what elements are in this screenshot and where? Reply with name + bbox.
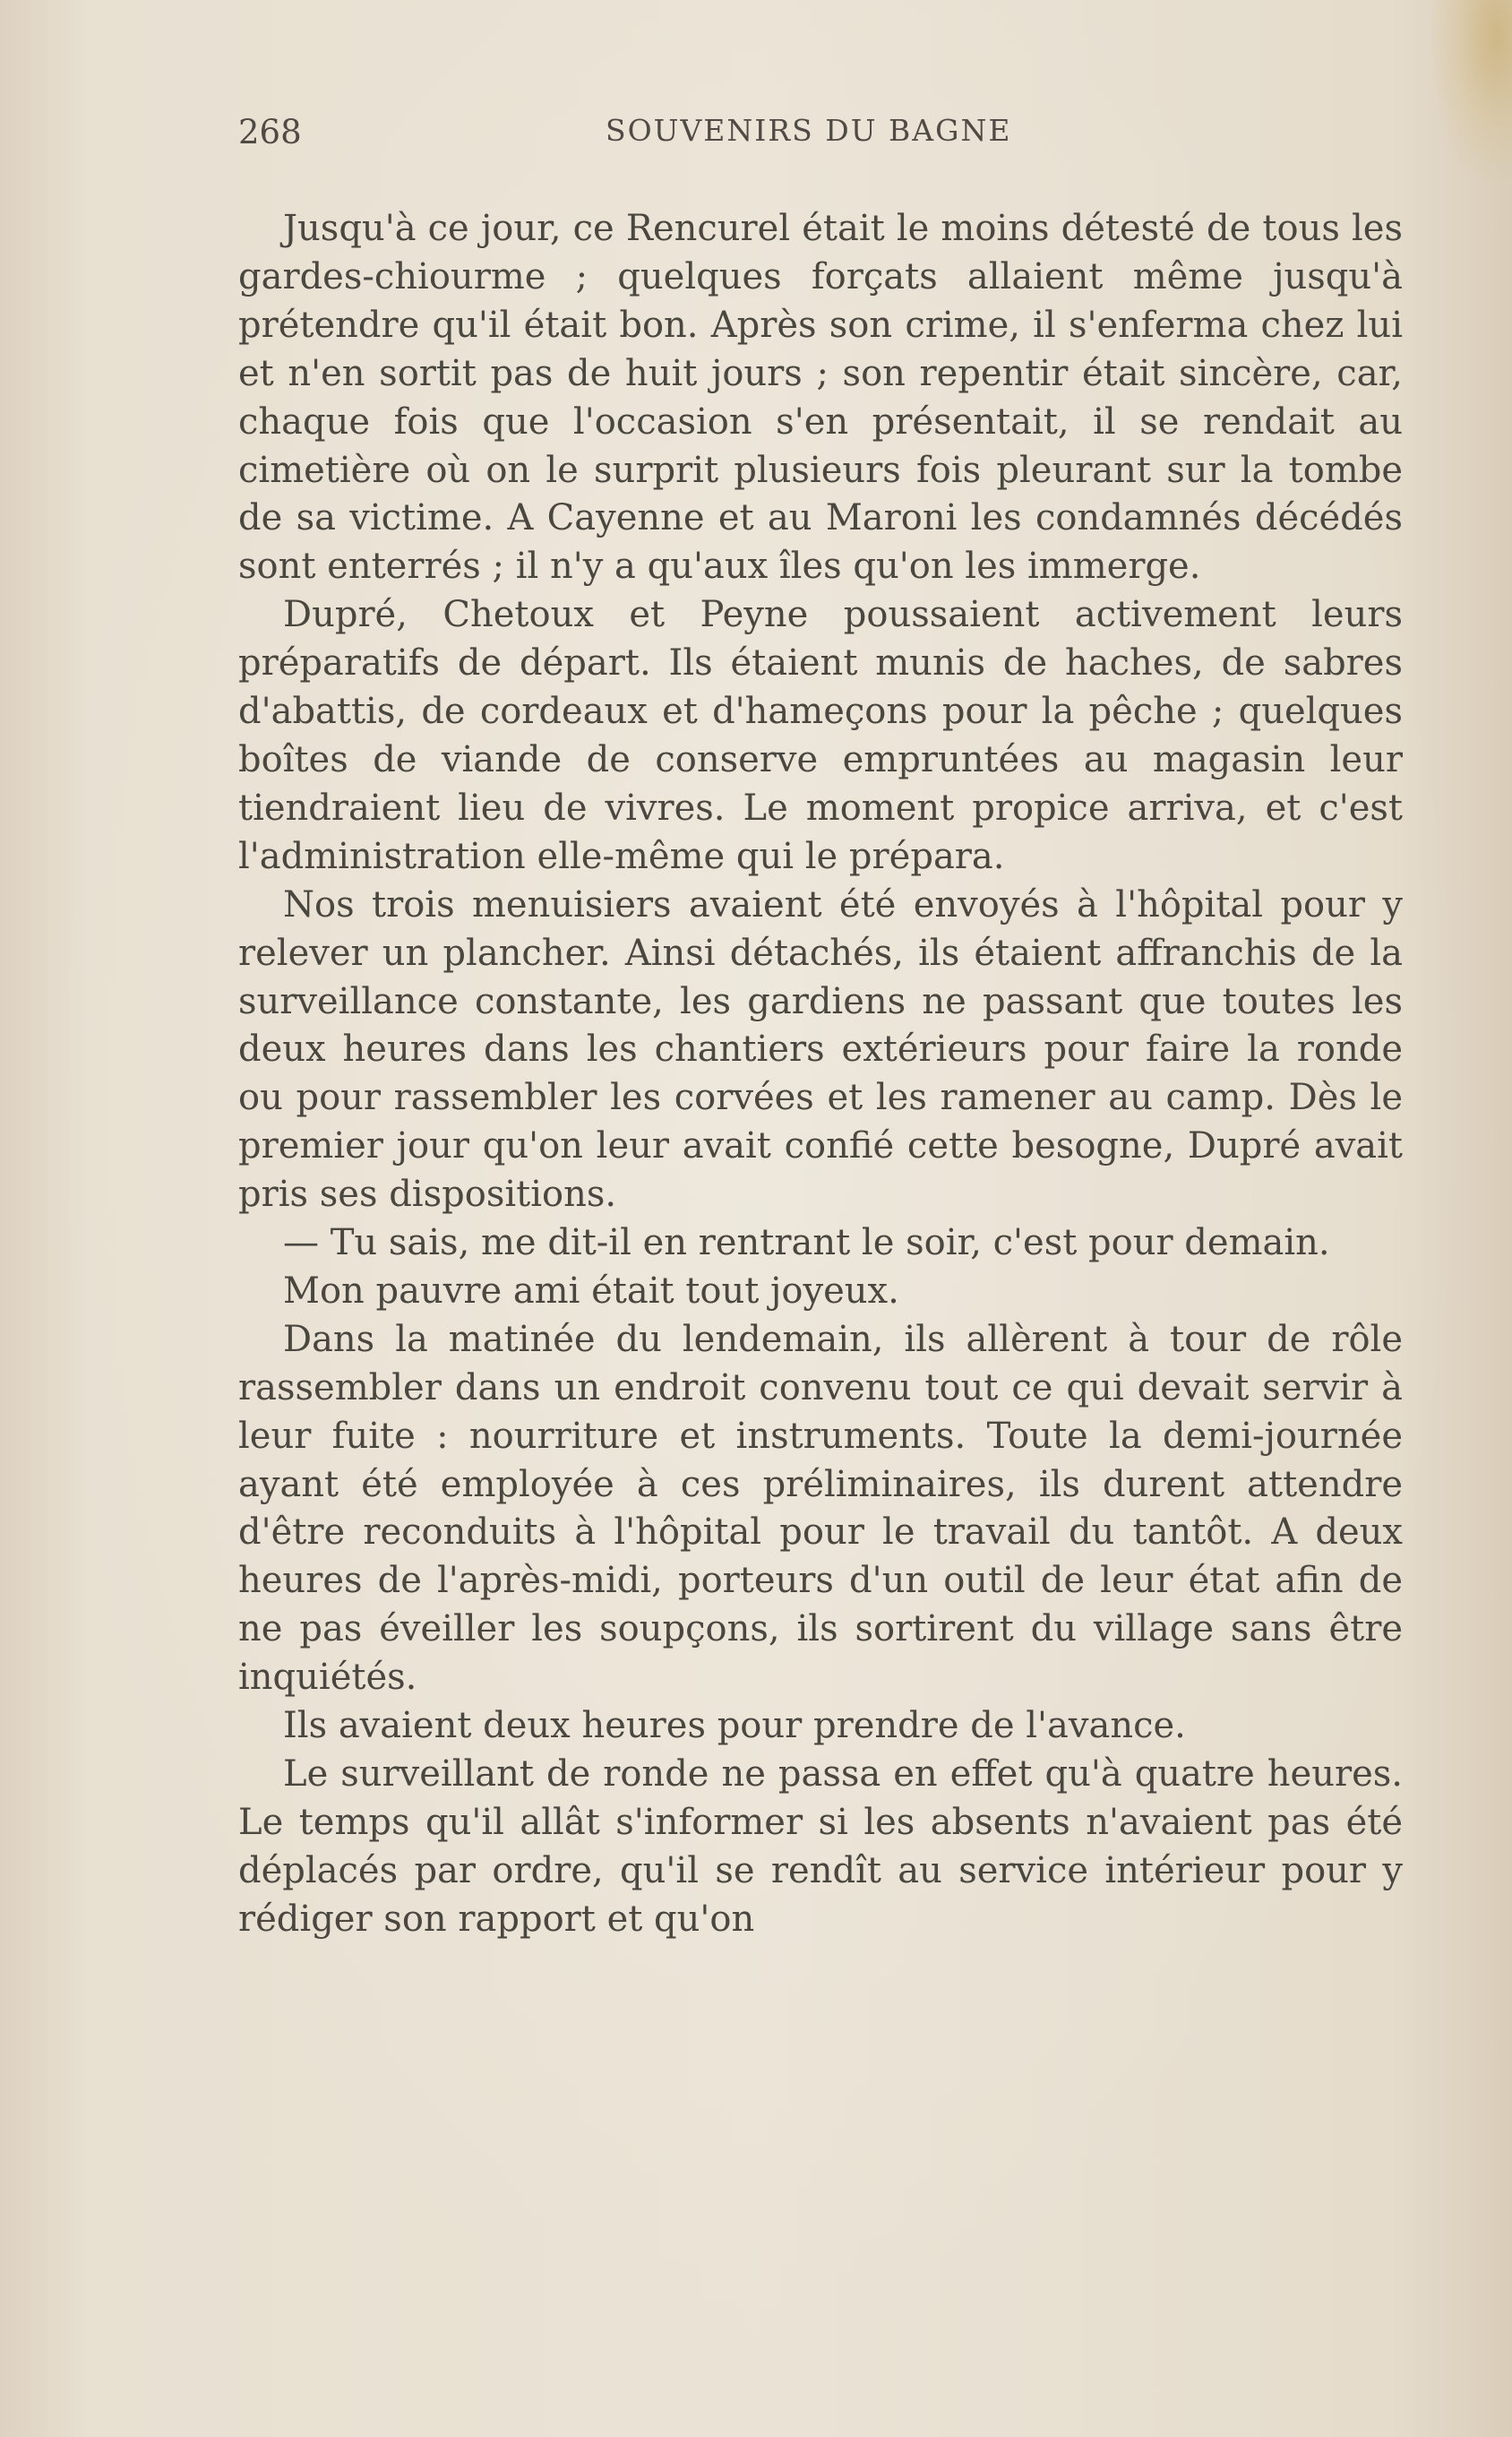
paragraph: Ils avaient deux heures pour prendre de l'avance. [283, 1705, 1186, 1747]
paper-stain [1431, 0, 1512, 179]
paragraph: Le surveillant de ronde ne passa en effet qu'à quatre heures. Le temps qu'il allât s'informer si les absents n'avaient pas été déplacés par ordre, qu'il se rendît au service intérieur pour y rédiger son rapport et qu'on [238, 1753, 1403, 1940]
paragraph: Jusqu'à ce jour, ce Rencurel était le moins détesté de tous les gardes-chiourme ; quelques forçats allaient même jusqu'à prétendre qu'il était bon. Après son crime, il s'enferma chez lui et n'en sortit pas de huit jours ; son repentir était sincère, car, chaque fois que l'occasion s'en présentait, il se rendait au cimetière où on le surprit plusieurs fois pleurant sur la tombe de sa victime. A Cayenne et au Maroni les condamnés décédés sont enterrés ; il n'y a qu'aux îles qu'on les immerge. [238, 208, 1403, 588]
paragraph: Dupré, Chetoux et Peyne poussaient activement leurs préparatifs de départ. Ils étaient munis de haches, de sabres d'abattis, de cordeaux et d'hameçons pour la pêche ; quelques boîtes de viande de conserve empruntées au magasin leur tiendraient lieu de vivres. Le moment propice arriva, et c'est l'administration elle-même qui le prépara. [238, 594, 1403, 877]
paragraph: Mon pauvre ami était tout joyeux. [283, 1270, 899, 1312]
paragraph: — Tu sais, me dit-il en rentrant le soir, c'est pour demain. [283, 1222, 1330, 1264]
page-number: 268 [238, 113, 302, 151]
paragraph: Nos trois menuisiers avaient été envoyés à l'hôpital pour y relever un plancher. Ainsi détachés, ils étaient affranchis de la surveillance constante, les gardiens ne passant que toutes les deux heures dans les chantiers extérieurs pour faire la ronde ou pour rassembler les corvées et les ramener au camp. Dès le premier jour qu'on leur avait confié cette besogne, Dupré avait pris ses dispositions. [238, 883, 1403, 1216]
body-text [238, 205, 1403, 1944]
running-title: SOUVENIRS DU BAGNE [606, 113, 1012, 148]
paragraph: Dans la matinée du lendemain, ils allèrent à tour de rôle rassembler dans un endroit convenu tout ce qui devait servir à leur fuite : nourriture et instruments. Toute la demi-journée ayant été employée à ces préliminaires, ils durent attendre d'être reconduits à l'hôpital pour le travail du tantôt. A deux heures de l'après-midi, porteurs d'un outil de leur état afin de ne pas éveiller les soupçons, ils sortirent du village sans être inquiétés. [238, 1318, 1403, 1699]
running-header [238, 113, 1403, 158]
